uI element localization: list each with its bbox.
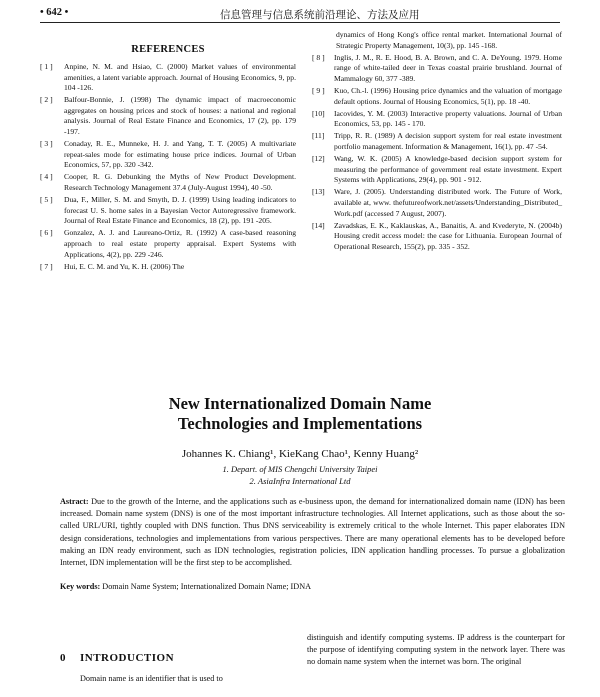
reference-item (40, 95, 296, 137)
reference-text: Tripp, R. R. (1989) A decision support system for real estate investment portfolio management. Information & Management, 16(1), pp. 47 -54. (334, 131, 562, 151)
reference-item (312, 187, 562, 219)
reference-number: [ 5 ] (40, 195, 53, 205)
reference-item (312, 53, 562, 85)
reference-item (40, 262, 296, 273)
keywords-label: Key words: (60, 582, 101, 591)
reference-number: [ 3 ] (40, 139, 53, 149)
reference-number: [ 1 ] (40, 62, 53, 71)
running-title: 信息管理与信息系统前沿理论、方法及应用 (220, 10, 420, 21)
affiliation-2: 2. AsiaInfra International Ltd (249, 476, 351, 486)
reference-number: [ 6 ] (40, 228, 53, 238)
introduction-paragraph-start: Domain name is an identifier that is used to (80, 674, 223, 683)
reference-text: Iacovides, Y. M. (2003) Interactive property valuations. Journal of Urban Economics, 53, pp. 145 - 170. (334, 108, 562, 129)
reference-number: [ 2 ] (40, 95, 53, 105)
reference-number: [ 8 ] (312, 52, 325, 62)
reference-number: [ 9 ] (312, 85, 325, 95)
page-header (40, 6, 560, 23)
page-number: • 642 • (40, 7, 69, 18)
reference-item (312, 86, 562, 107)
reference-continuation: dynamics of Hong Kong's office rental market. International Journal of Strategic Property Management, 10(3), pp. 145 -168. (336, 30, 562, 50)
reference-text: Anpine, N. M. and Hsiao, C. (2000) Market values of environmental amenities, a latent variable approach. Journal of Housing Economics, 9, pp. 104 -126. (64, 62, 296, 93)
abstract (60, 496, 565, 569)
reference-item (312, 109, 562, 130)
reference-item (312, 154, 562, 186)
keywords (60, 582, 565, 591)
abstract-text: Due to the growth of the Interne, and the applications such as e-business upon, the demand for internationalized domain name (IDN) has been increased. Domain name system (DNS) is one of the most important infrastructure technologies. All Internet applications, such as those about the so-called URL/URI, tightly coupled with DNS function. Thus DNS serviceability is extremely critical to the whole Internet. This paper elaborates IDN design considerations, technologies and implementations from various perspectives. There are many operational elements has to be developed before making an IDN ready environment, such as IDN technologies, registration policies, IDN application handling processes. To pursue a globalization Internet, IDN implementation will be the first step to be accomplished. (60, 497, 566, 568)
reference-number: [12] (312, 154, 325, 164)
reference-item (40, 195, 296, 227)
reference-number: [14] (312, 220, 325, 230)
reference-text: Kuo, Ch.-l. (1996) Housing price dynamics and the valuation of mortgage default options. Journal of Housing Economics, 5(1), pp. 18 -40. (334, 85, 562, 106)
section-number: 0 (60, 652, 66, 664)
reference-text: Hui, E. C. M. and Yu, K. H. (2006) The (64, 261, 185, 271)
reference-item (40, 228, 296, 260)
abstract-label: Astract: (60, 497, 89, 506)
introduction-right-paragraph: distinguish and identify computing systems. IP address is the counterpart for the purpose of identifying computing system in the network layer. There was no domain name system when the internet was born. The original (307, 633, 565, 667)
references-heading: REFERENCES (131, 44, 205, 55)
reference-text: Conaday, R. E., Munneke, H. J. and Yang, T. T. (2005) A multivariate repeat-sales mode for estimating house price indices. Journal of Urban Economics, 57, pp. 320 -342. (64, 139, 296, 170)
reference-text: Zavadskas, E. K., Kaklauskas, A., Banaitis, A. and Kvederyte, N. (2004b) Housing credit access model: the case for Lithuania. European Journal of Operational Research, 155(2), pp. 335 - 352. (334, 220, 562, 251)
keywords-text: Domain Name System; Internationalized Domain Name; IDNA (102, 582, 312, 591)
reference-item (40, 172, 296, 193)
reference-number: [ 4 ] (40, 172, 53, 182)
reference-text: Gonzalez, A. J. and Laureano-Ortiz, R. (1992) A case-based reasoning approach to real estate property appraisal. Expert Systems with Applications, 4(2), pp. 229 -246. (64, 228, 296, 259)
references-left-column (40, 30, 296, 274)
author-list: Johannes K. Chiang¹, KieKang Chao¹, Kenny Huang² (181, 448, 419, 460)
reference-number: [13] (312, 187, 325, 197)
reference-text: Inglis, J. M., R. E. Hood, B. A. Brown, and C. A. DeYoung. 1979. Home range of white-tailed deer in Texas coastal prairie brushland. Journal of Mammalogy 60, 377 -389. (334, 52, 562, 83)
reference-text: Cooper, R. G. Debunking the Myths of New Product Development. Research Technology Management 37.4 (July-August 1994), 40 -50. (64, 172, 296, 193)
introduction-left (60, 652, 290, 683)
reference-item (312, 221, 562, 253)
reference-item (40, 62, 296, 94)
reference-text: Balfour-Bonnie, J. (1998) The dynamic impact of macroeconomic aggregates on housing prices and stock of houses: a national and regional analysis. Journal of Real Estate Finance and Economics, 17 (2), pp. 179 -197. (64, 95, 296, 137)
paper-title-line-1: New Internationalized Domain Name (168, 394, 432, 413)
reference-number: [11] (312, 131, 325, 141)
reference-text: Ware, J. (2005). Understanding distributed work. The Future of Work, available at, www. thefutureofwork.net/assets/Understanding_Distributed_ Work.pdf (accessed 7 August, 2007). (334, 187, 562, 218)
reference-item (40, 139, 296, 171)
reference-number: [10] (312, 108, 325, 118)
references-right-column (312, 30, 562, 254)
paper-title-line-2: Technologies and Implementations (177, 414, 423, 433)
affiliation-1: 1. Depart. of MIS Chengchi University Taipei (222, 464, 378, 474)
paper-title-block (40, 394, 560, 487)
reference-text: Dua, F., Miller, S. M. and Smyth, D. J. (1999) Using leading indicators to forecast U. S. home sales in a Bayesian Vector Autoregressive framework. Journal of Real Estate Finance and Economics, 18 (2), pp. 191 -205. (64, 195, 296, 226)
reference-number: [ 7 ] (40, 261, 53, 271)
reference-text: Wang, W. K. (2005) A knowledge-based decision support system for measuring the performance of government real estate investment. Expert Systems with Applications, 29(4), pp. 901 - 912. (334, 154, 562, 185)
section-title: INTRODUCTION (80, 652, 175, 664)
reference-item (312, 131, 562, 152)
section-heading (60, 652, 290, 664)
